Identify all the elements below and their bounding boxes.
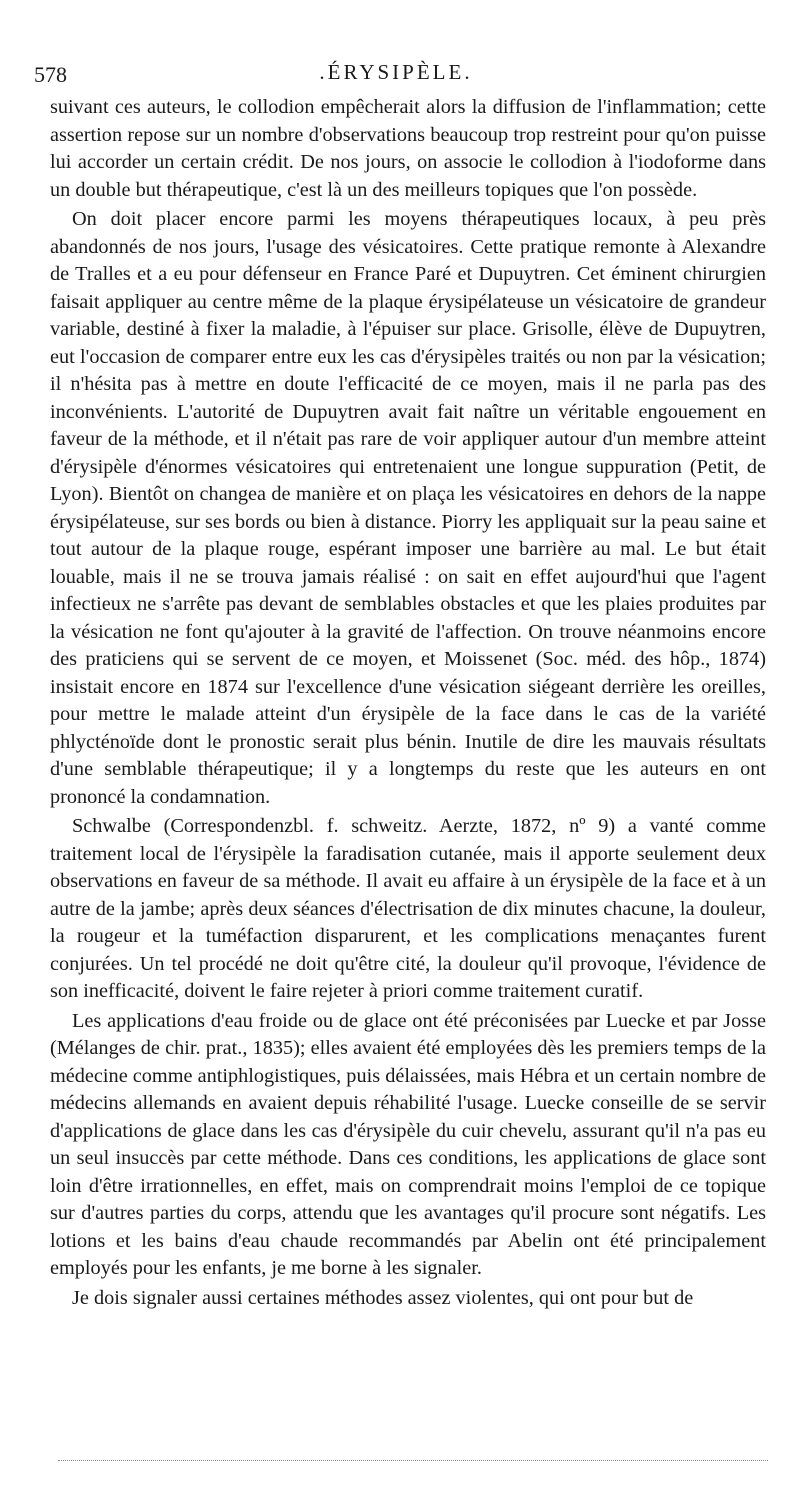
page-number: 578 xyxy=(34,62,67,87)
footer-divider xyxy=(58,1460,768,1461)
running-title: .ÉRYSIPÈLE. xyxy=(319,60,473,84)
paragraph-faradisation: Schwalbe (Correspondenzbl. f. schweitz. Aerzte, 1872, nº 9) a vanté comme traitement local de l'érysipèle la faradisation cutanée, mais il apporte seulement deux observations en faveur de sa méthode. Il avait eu affaire à un érysipèle de la face et à un autre de la jambe; après deux séances d'électrisation de dix minutes chacune, la douleur, la rougeur et la tuméfaction disparurent, et les complications menaçantes furent conjurées. Un tel procédé ne doit qu'être cité, la douleur qu'il provoque, l'évidence de son inefficacité, doivent le faire rejeter à priori comme traitement curatif. xyxy=(50,815,766,1002)
page-header xyxy=(26,60,766,90)
body-text xyxy=(50,94,766,1312)
paragraph-collodion: suivant ces auteurs, le collodion empêcherait alors la diffusion de l'inflammation; cette assertion repose sur un nombre d'observations beaucoup trop restreint pour qu'on puisse lui accorder un certain crédit. De nos jours, on associe le collodion à l'iodoforme dans un double but thérapeutique, c'est là un des meilleurs topiques que l'on possède. xyxy=(50,96,766,201)
paragraph-vesicatoires: On doit placer encore parmi les moyens thérapeutiques locaux, à peu près abandonnés de nos jours, l'usage des vésicatoires. Cette pratique remonte à Alexandre de Tralles et a eu pour défenseur en France Paré et Dupuytren. Cet éminent chirurgien faisait appliquer au centre même de la plaque érysipélateuse un vésicatoire de grandeur variable, destiné à fixer la maladie, à l'épuiser sur place. Grisolle, élève de Dupuytren, eut l'occasion de comparer entre eux les cas d'érysipèles traités ou non par la vésication; il n'hésita pas à mettre en doute l'efficacité de ce moyen, mais il ne parla pas des inconvénients. L'autorité de Dupuytren avait fait naître un véritable engouement en faveur de la méthode, et il n'était pas rare de voir appliquer autour d'un membre atteint d'érysipèle d'énormes vésicatoires qui entretenaient une longue suppuration (Petit, de Lyon). Bientôt on changea de manière et on plaça les vésicatoires en dehors de la nappe érysipélateuse, sur ses bords ou bien à distance. Piorry les appliquait sur la peau saine et tout autour de la plaque rouge, espérant imposer une barrière au mal. Le but était louable, mais il ne se trouva jamais réalisé : on sait en effet aujourd'hui que l'agent infectieux ne s'arrête pas devant de semblables obstacles et que les plaies produites par la vésication ne font qu'ajouter à la gravité de l'affection. On trouve néanmoins encore des praticiens qui se servent de ce moyen, et Moissenet (Soc. méd. des hôp., 1874) insistait encore en 1874 sur l'excellence d'une vésication siégeant derrière les oreilles, pour mettre le malade atteint d'un érysipèle de la face dans le cas de la variété phlycténoïde dont le pronostic serait plus bénin. Inutile de dire les mauvais résultats d'une semblable thérapeutique; il y a longtemps du reste que les auteurs en ont prononcé la condamnation. xyxy=(50,208,766,808)
paragraph-methodes-violentes: Je dois signaler aussi certaines méthodes assez violentes, qui ont pour but de xyxy=(72,1286,694,1309)
paragraph-eau-froide: Les applications d'eau froide ou de glace ont été préconisées par Luecke et par Josse (Mélanges de chir. prat., 1835); elles avaient été employées dès les premiers temps de la médecine comme antiphlogistiques, puis délaissées, mais Hébra et un certain nombre de médecins allemands en avaient depuis réhabilité l'usage. Luecke conseille de se servir d'applications de glace dans les cas d'érysipèle du cuir chevelu, assurant qu'il n'a pas eu un seul insuccès par cette méthode. Dans ces conditions, les applications de glace sont loin d'être irrationnelles, en effet, mais on comprendrait moins l'emploi de ce topique sur d'autres parties du corps, attendu que les avantages qu'il procure sont négatifs. Les lotions et les bains d'eau chaude recommandés par Abelin ont été principalement employés pour les enfants, je me borne à les signaler. xyxy=(50,1009,766,1279)
